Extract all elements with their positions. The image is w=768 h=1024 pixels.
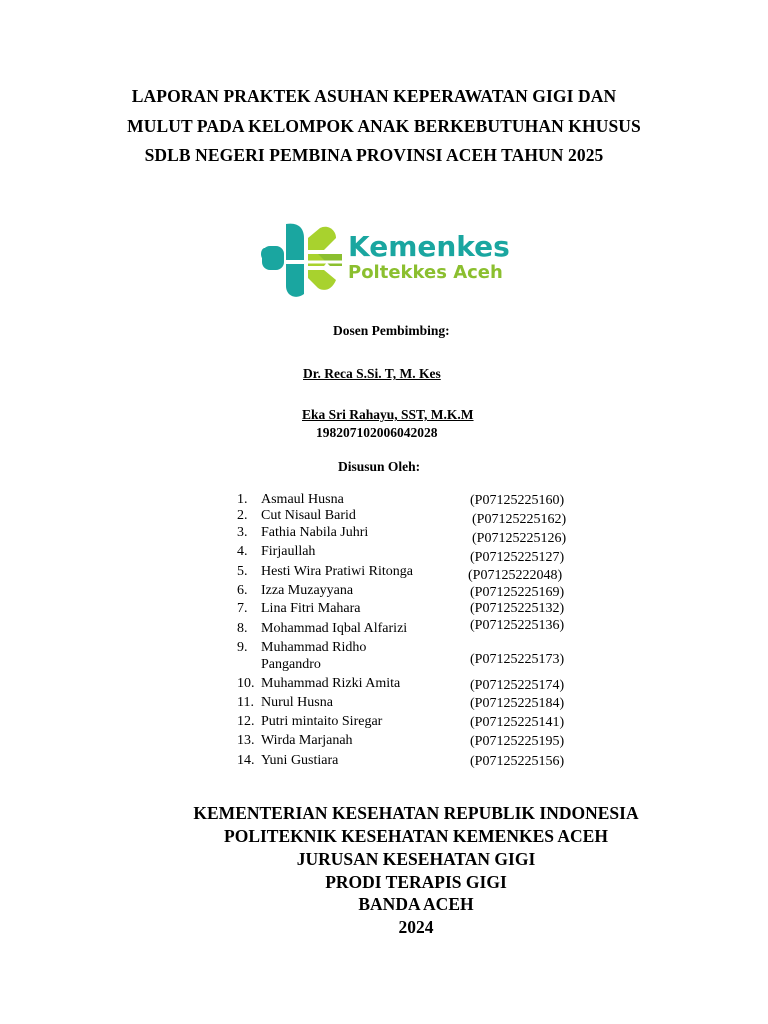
member-number: 12.: [237, 714, 255, 729]
member-nim: (P07125225132): [470, 601, 565, 616]
member-name: Mohammad Iqbal Alfarizi: [261, 621, 408, 636]
member-name: Fathia Nabila Juhri: [261, 525, 369, 540]
member-nim: (P07125225136): [470, 618, 565, 633]
member-name: Muhammad Rizki Amita: [261, 676, 401, 691]
member-number: 13.: [237, 733, 255, 748]
member-number: 14.: [237, 753, 255, 768]
member-nim: (P07125222048): [468, 568, 563, 583]
footer-ministry: KEMENTERIAN KESEHATAN REPUBLIK INDONESIA: [193, 803, 639, 823]
member-number: 9.: [237, 640, 248, 655]
logo-text-poltekkes: Poltekkes Aceh: [348, 262, 503, 283]
member-nim: (P07125225173): [470, 652, 565, 667]
member-name: Lina Fitri Mahara: [261, 601, 361, 616]
supervisor-name-1: Dr. Reca S.Si. T, M. Kes: [303, 366, 441, 381]
member-name: Hesti Wira Pratiwi Ritonga: [261, 564, 413, 579]
kemenkes-emblem-icon: [258, 218, 344, 302]
member-name: Firjaullah: [261, 544, 316, 559]
member-number: 1.: [237, 492, 248, 507]
member-name: Asmaul Husna: [261, 492, 344, 507]
footer-program: PRODI TERAPIS GIGI: [325, 872, 507, 892]
logo-text-kemenkes: Kemenkes: [348, 230, 510, 263]
member-name-continued: Pangandro: [261, 657, 321, 672]
footer-year: 2024: [398, 917, 434, 937]
title-line-2: MULUT PADA KELOMPOK ANAK BERKEBUTUHAN KHUSUS: [127, 116, 641, 136]
supervisor-name-2: Eka Sri Rahayu, SST, M.K.M: [302, 407, 474, 422]
member-number: 6.: [237, 583, 248, 598]
member-name: Nurul Husna: [261, 695, 333, 710]
kemenkes-logo: [258, 218, 528, 302]
member-number: 11.: [237, 695, 254, 710]
member-name: Cut Nisaul Barid: [261, 508, 356, 523]
title-line-1: LAPORAN PRAKTEK ASUHAN KEPERAWATAN GIGI DAN: [131, 86, 617, 106]
member-name: Yuni Gustiara: [261, 753, 339, 768]
member-nim: (P07125225127): [470, 550, 565, 565]
member-number: 7.: [237, 601, 248, 616]
member-nim: (P07125225156): [470, 754, 565, 769]
member-nim: (P07125225174): [470, 678, 565, 693]
member-number: 2.: [237, 508, 248, 523]
member-name: Putri mintaito Siregar: [261, 714, 383, 729]
member-number: 3.: [237, 525, 248, 540]
member-nim: (P07125225160): [470, 493, 565, 508]
member-name: Muhammad Ridho: [261, 640, 367, 655]
member-nim: (P07125225184): [470, 696, 565, 711]
supervisor-heading: Dosen Pembimbing:: [333, 323, 450, 338]
supervisor-nip: 198207102006042028: [316, 425, 438, 440]
footer-city: BANDA ACEH: [358, 894, 474, 914]
member-number: 5.: [237, 564, 248, 579]
title-line-3: SDLB NEGERI PEMBINA PROVINSI ACEH TAHUN 2025: [144, 145, 604, 165]
member-number: 4.: [237, 544, 248, 559]
member-nim: (P07125225169): [470, 585, 565, 600]
footer-department: JURUSAN KESEHATAN GIGI: [296, 849, 536, 869]
member-number: 8.: [237, 621, 248, 636]
member-nim: (P07125225195): [470, 734, 565, 749]
member-name: Izza Muzayyana: [261, 583, 354, 598]
member-name: Wirda Marjanah: [261, 733, 353, 748]
footer-polytechnic: POLITEKNIK KESEHATAN KEMENKES ACEH: [224, 826, 608, 846]
member-nim: (P07125225141): [470, 715, 565, 730]
authors-heading: Disusun Oleh:: [338, 459, 421, 474]
member-nim: (P07125225126): [472, 531, 567, 546]
member-number: 10.: [237, 676, 255, 691]
member-nim: (P07125225162): [472, 512, 567, 527]
